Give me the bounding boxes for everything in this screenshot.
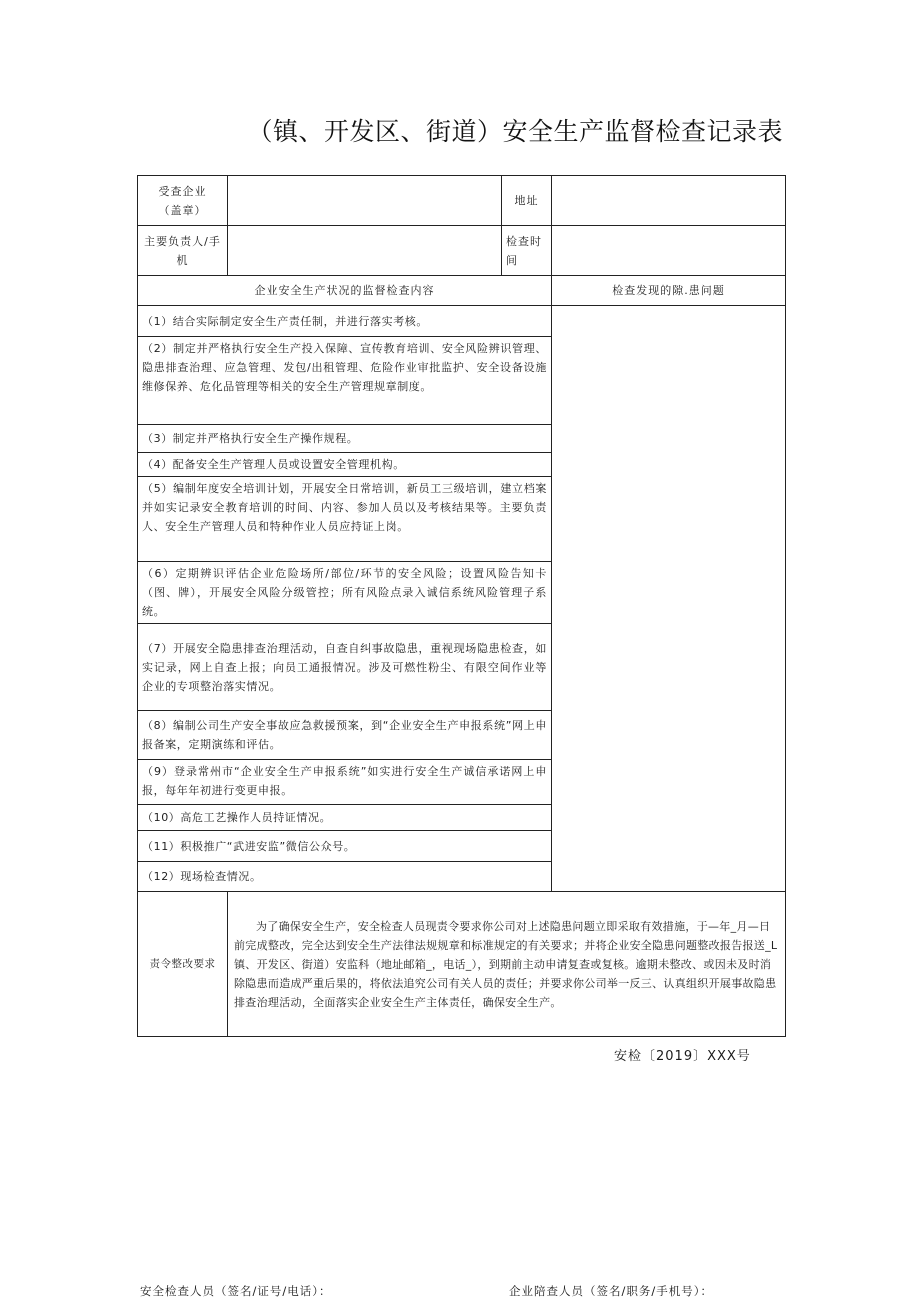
check-item-5: （5）编制年度安全培训计划，开展安全日常培训，新员工三级培训，建立档案并如实记录安全教育培训的时间、内容、参加人员以及考核结果等。主要负责人、安全生产管理人员和特种作业人员应持证上岗。 [138, 477, 552, 562]
company-field[interactable] [228, 176, 502, 226]
issues-header: 检查发现的隙.患问题 [552, 276, 786, 306]
check-item-8: （8）编制公司生产安全事故应急救援预案，到“企业安全生产申报系统”网上申报备案，定期演练和评估。 [138, 711, 552, 760]
company-signature-label: 企业陪查人员（签名/职务/手机号）： [509, 1284, 713, 1298]
rectification-text: 为了确保安全生产，安全检查人员现责令要求你公司对上述隐患问题立即采取有效措施，于—年_月—日前完成整改，完全达到安全生产法律法规规章和标准规定的有关要求；并将企业安全隐患问题整改报告报送_L镇、开发区、街道）安监科（地址邮箱_，电话_），到期前主动申请复查或复核。逾期未整改、或因未及时消除隐患而造成严重后果的，将依法追究公司有关人员的责任；并要求你公司举一反三、认真组织开展事故隐患排查治理活动，全面落实企业安全生产主体责任，确保安全生产。 [228, 892, 786, 1037]
manager-label: 主要负责人/手 机 [138, 226, 228, 276]
content-header: 企业安全生产状况的监督检查内容 [138, 276, 552, 306]
rectification-label: 责令整改要求 [138, 892, 228, 1037]
check-item-12: （12）现场检查情况。 [138, 862, 552, 892]
section-header-row [138, 276, 786, 306]
manager-row [138, 226, 786, 276]
inspection-date-field[interactable] [552, 226, 786, 276]
issues-field[interactable] [552, 306, 786, 892]
manager-field[interactable] [228, 226, 502, 276]
check-item-1: （1）结合实际制定安全生产责任制，并进行落实考核。 [138, 306, 552, 337]
inspector-signature-label: 安全检查人员（签名/证号/电话）： [140, 1284, 332, 1298]
check-item-9: （9）登录常州市“企业安全生产申报系统”如实进行安全生产诚信承诺网上申报，每年年初进行变更申报。 [138, 760, 552, 805]
page-title: （镇、开发区、街道）安全生产监督检查记录表 [247, 117, 783, 146]
rectification-row [138, 892, 786, 1037]
check-item-10: （10）高危工艺操作人员持证情况。 [138, 805, 552, 831]
check-item-6: （6）定期辨识评估企业危险场所/部位/环节的安全风险；设置风险告知卡（图、牌），开展安全风险分级管控；所有风险点录入诚信系统风险管理子系统。 [138, 562, 552, 624]
company-row [138, 176, 786, 226]
inspection-date-label: 检查时 间 [502, 226, 552, 276]
reference-number: 安检〔2019〕XXX号 [614, 1049, 751, 1064]
check-item-4: （4）配备安全生产管理人员或设置安全管理机构。 [138, 453, 552, 477]
address-label: 地址 [502, 176, 552, 226]
check-item-7: （7）开展安全隐患排查治理活动，自查自纠事故隐患，重视现场隐患检查，如实记录，网上自查上报；向员工通报情况。涉及可燃性粉尘、有限空间作业等企业的专项整治落实情况。 [138, 624, 552, 711]
address-field[interactable] [552, 176, 786, 226]
company-label: 受查企业 （盖章） [138, 176, 228, 226]
check-item-11: （11）积极推广“武进安监”微信公众号。 [138, 831, 552, 862]
inspection-record-table [137, 175, 786, 1037]
check-item-3: （3）制定并严格执行安全生产操作规程。 [138, 425, 552, 453]
check-item-2: （2）制定并严格执行安全生产投入保障、宣传教育培训、安全风险辨识管理、隐患排查治理、应急管理、发包/出租管理、危险作业审批监护、安全设备设施维修保养、危化品管理等相关的安全生产管理规章制度。 [138, 337, 552, 425]
check-item-row [138, 306, 786, 337]
